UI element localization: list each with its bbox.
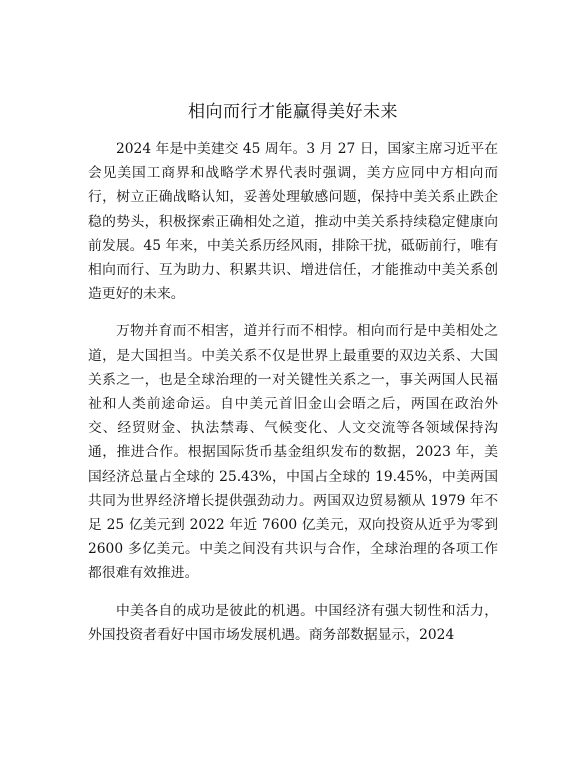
paragraph-1: 2024 年是中美建交 45 周年。3 月 27 日，国家主席习近平在会见美国工商界和战略学术界代表时强调，美方应同中方相向而行，树立正确战略认知，妥善处理敏感问题，保持中美关系止跌企稳的势头，积极探索正确相处之道，推动中美关系持续稳定健康向前发展。45 年来，中美关系历经风雨，排除干扰，砥砺前行，唯有相向而行、互为助力、积累共识、增进信任，才能推动中美关系创造更好的未来。 [88,141,498,303]
paragraph-2: 万物并育而不相害，道并行而不相悖。相向而行是中美相处之道，是大国担当。中美关系不仅是世界上最重要的双边关系、大国关系之一，也是全球治理的一对关键性关系之一，事关两国人民福祉和人类前途命运。自中美元首旧金山会晤之后，两国在政治外交、经贸财金、执法禁毒、气候变化、人文交流等各领域保持沟通，推进合作。根据国际货币基金组织发布的数据，2023 年，美国经济总量占全球的 25.43%，中国占全球的 19.45%，中美两国共同为世界经济增长提供强劲动力。两国双边贸易额从 1979 年不足 25 亿美元到 2022 年近 7600 亿美元，双向投资从近乎为零到 2600 多亿美元。中美之间没有共识与合作，全球治理的各项工作都很难有效推进。 [88,323,498,582]
article-title: 相向而行才能赢得美好未来 [188,102,398,122]
paragraph-3: 中美各自的成功是彼此的机遇。中国经济有强大韧性和活力，外国投资者看好中国市场发展机遇。商务部数据显示，2024 [88,602,498,643]
document-page [88,98,498,660]
